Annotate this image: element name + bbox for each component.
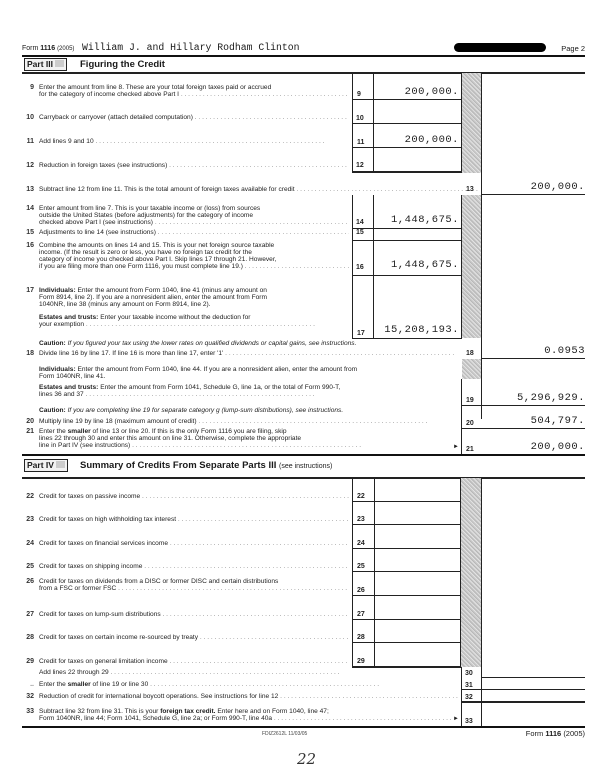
line-number: 20 <box>26 418 34 425</box>
line-14-amount[interactable]: 1,448,675. <box>390 214 459 226</box>
box-label: 26 <box>357 587 365 594</box>
line-text: Reduction of credit for international boycott operations. See instructions for line 12 . . . <box>39 693 459 700</box>
line-number: 29 <box>26 658 34 665</box>
line-text: Enter the <box>39 428 68 435</box>
line-text: Enter the amount from Form 1040, line 44. If you are a nonresident alien, enter the amount from <box>75 366 358 373</box>
part4-title <box>80 460 332 471</box>
row-rule <box>461 689 585 690</box>
line-16-amount[interactable]: 1,448,675. <box>390 259 459 271</box>
line-text: Add lines 9 and 10 . . . <box>39 138 324 145</box>
line-17-amount[interactable]: 15,208,193. <box>384 324 459 336</box>
line-19-amount[interactable]: 5,296,929. <box>516 392 585 404</box>
arrow-icon: ► <box>453 444 459 450</box>
line-text: Multiply line 19 by line 18 (maximum amount of credit) . . . <box>39 418 427 425</box>
line-number: 16 <box>26 242 34 249</box>
line-23-text <box>39 516 349 523</box>
line-29-text <box>39 658 349 665</box>
line-text: Enter the amount from line 8. These are your total foreign taxes paid or accrued <box>39 84 272 91</box>
col-divider <box>352 478 353 667</box>
box-label: 33 <box>465 718 473 725</box>
row-rule <box>352 338 462 339</box>
form-label <box>22 45 74 53</box>
line-number: 13 <box>26 186 34 193</box>
box-label: 18 <box>466 350 474 357</box>
part3-badge-text: Part III <box>27 59 53 69</box>
line-13-text <box>39 186 479 193</box>
box-label: 22 <box>357 493 365 500</box>
line-number: 18 <box>26 350 34 357</box>
line-number: 24 <box>26 540 34 547</box>
row-rule <box>481 194 585 195</box>
line-number: 12 <box>26 162 34 169</box>
form-year: (2005) <box>57 46 75 52</box>
box-label: 21 <box>466 446 474 453</box>
line-text: 1040NR, line 38 (minus any amount on Form 8914, line 2). <box>39 301 211 309</box>
line-14-text <box>39 205 349 226</box>
line-text: of line 13 or line 20. If this is the only Form 1116 you are filing, skip <box>90 428 287 435</box>
caution-qualified-dividends <box>39 340 356 347</box>
box-label: 11 <box>357 139 365 146</box>
row-rule <box>352 171 462 173</box>
box-label: 24 <box>357 540 365 547</box>
line-18-text <box>39 350 479 357</box>
line-text: Enter the <box>39 681 68 688</box>
shaded-column <box>462 195 481 338</box>
line-text: Credit for taxes on high withholding tax interest . . . <box>39 516 349 523</box>
part4-title-text: Summary of Credits From Separate Parts III <box>80 460 277 471</box>
line-22-text <box>39 493 349 500</box>
box-label: 25 <box>357 563 365 570</box>
line-21-amount[interactable]: 200,000. <box>530 441 585 453</box>
line-number: .. <box>30 681 34 688</box>
row-rule <box>352 666 461 668</box>
bold-label: Individuals: <box>39 287 76 294</box>
row-rule <box>481 358 585 359</box>
box-label: 17 <box>357 330 365 337</box>
line-text: Credit for taxes on general limitation income . . . <box>39 658 349 665</box>
line-number: 33 <box>26 708 34 715</box>
line-18-amount[interactable]: 0.0953 <box>544 345 585 357</box>
box-label: 16 <box>356 264 364 271</box>
line-text: checked above Part I (see instructions) . . . <box>39 219 349 226</box>
row-rule <box>352 548 461 549</box>
line-text: Divide line 16 by line 17. If line 16 is more than line 17, enter '1' . . . <box>39 350 454 357</box>
line-number: 23 <box>26 516 34 523</box>
row-rule <box>352 275 462 276</box>
line-text: Enter the amount from Form 1040, line 41 (minus any amount on <box>75 287 267 294</box>
box-label: 30 <box>465 670 473 677</box>
box-label: 31 <box>465 682 473 689</box>
line-25-text <box>39 563 349 570</box>
line-text: Add lines 22 through 29 . . . <box>39 669 339 676</box>
part4-badge <box>24 459 68 472</box>
part4-rule <box>22 477 585 479</box>
line-11-amount[interactable]: 200,000. <box>404 134 459 146</box>
line-text: category of income you checked above Part I. Skip lines 17 through 21. However, <box>39 256 277 264</box>
line-text: Enter your taxable income without the deduction for <box>98 314 251 322</box>
line-text: Subtract line 12 from line 11. This is the total amount of foreign taxes available for credit . . . <box>39 186 479 193</box>
line-11-text <box>39 138 349 145</box>
form-number: 1116 <box>545 729 562 738</box>
bold-label: Individuals: <box>39 366 76 373</box>
taxpayer-name: William J. and Hillary Rodham Clinton <box>82 42 300 53</box>
line-text: your exemption . . . <box>39 321 315 328</box>
line-15-text <box>39 229 349 236</box>
box-label: 9 <box>357 91 361 98</box>
part3-bottom-rule <box>22 454 585 456</box>
line-text: Form 8914, line 2). If you are a nonresident alien, enter the amount from Form <box>39 294 267 302</box>
line-text: Credit for taxes on dividends from a DISC or former DISC and certain distributions <box>39 578 279 585</box>
box-label: 13 <box>466 186 474 193</box>
line-text: for the category of income checked above Part I . . . <box>39 91 349 98</box>
col-divider <box>481 73 482 419</box>
bold-word: smaller <box>67 681 91 688</box>
box-label: 28 <box>357 634 365 641</box>
shaded-column <box>461 478 481 667</box>
box-label: 12 <box>356 162 364 169</box>
line-text: Carryback or carryover (attach detailed computation) . . . <box>39 114 349 121</box>
line-text: Subtract line 32 from line 31. This is your <box>39 708 161 715</box>
box-label: 19 <box>466 397 474 404</box>
col-divider <box>374 478 375 667</box>
line-number: 15 <box>26 229 34 236</box>
part3-badge <box>24 58 67 71</box>
handwritten-page-number: 22 <box>297 750 317 768</box>
line-number: 10 <box>26 114 34 121</box>
caution-lump-sum <box>39 407 343 414</box>
line-text: Form 1040NR, line 44; Form 1041, Schedule G, line 2a; or Form 990-T, line 40a . . . <box>39 715 451 722</box>
bold-word: smaller <box>67 428 91 435</box>
row-rule <box>352 642 461 643</box>
row-rule <box>352 228 462 229</box>
col-divider <box>352 195 353 338</box>
line-number: 26 <box>26 578 34 585</box>
row-rule <box>352 595 461 596</box>
line-number: 22 <box>26 493 34 500</box>
line-28-text <box>39 634 349 641</box>
line-number: 32 <box>26 693 34 700</box>
row-rule <box>352 524 461 525</box>
line-text: lines 22 through 30 and enter this amount on line 31. Otherwise, complete the appropriate <box>39 435 302 443</box>
part4-bottom-rule <box>22 726 585 728</box>
line-10-text <box>39 114 349 121</box>
form-year: (2005) <box>563 729 585 738</box>
line-16-text <box>39 242 349 270</box>
shaded-column <box>462 73 481 173</box>
box-label: 23 <box>357 516 365 523</box>
line-text: outside the United States (before adjustments) for the category of income <box>39 212 254 220</box>
footer-code: FDIZ2612L 11/03/05 <box>262 731 308 737</box>
line-33-text <box>39 708 451 722</box>
line-number: 27 <box>26 611 34 618</box>
part3-rule <box>22 72 585 74</box>
row-rule <box>352 571 461 572</box>
line-24-text <box>39 540 349 547</box>
line-26-text <box>39 578 349 592</box>
form-word: Form <box>525 729 544 738</box>
line-text: Adjustments to line 14 (see instructions) . . . <box>39 229 349 236</box>
line-27-text <box>39 611 349 618</box>
line-text: from a FSC or former FSC . . . <box>39 585 347 592</box>
row-rule <box>481 677 585 678</box>
header-rule <box>22 55 585 57</box>
row-rule <box>352 240 462 241</box>
box-label: 10 <box>356 115 364 122</box>
part3-title: Figuring the Credit <box>80 59 165 70</box>
line-20-text <box>39 418 459 425</box>
bold-word: foreign tax credit. <box>160 708 216 715</box>
line-text: Credit for taxes on financial services income . . . <box>39 540 349 547</box>
line-text: Enter here and on Form 1040, line 47; <box>215 708 329 715</box>
line-30-text <box>39 669 459 676</box>
bold-label: Estates and trusts: <box>39 384 99 392</box>
line-number: 11 <box>26 138 34 145</box>
line-text: income. (If the result is zero or less, you have no foreign tax credit for the <box>39 249 252 257</box>
line-text: if you are filing more than one Form 1116, you must complete line 19.) . . . <box>39 263 349 270</box>
box-label: 20 <box>466 420 474 427</box>
line-text: Reduction in foreign taxes (see instructions) . . . <box>39 162 349 169</box>
row-rule <box>461 428 585 429</box>
line-21-text <box>39 428 451 449</box>
col-divider <box>461 667 462 728</box>
arrow-icon: ► <box>453 716 459 722</box>
line-12-text <box>39 162 349 169</box>
line-9-amount[interactable]: 200,000. <box>404 86 459 98</box>
form-word: Form <box>22 45 39 52</box>
part4-badge-text: Part IV <box>27 460 54 470</box>
row-rule <box>461 701 585 703</box>
line-number: 21 <box>26 428 34 435</box>
form-header <box>22 42 585 54</box>
caution-text: If you are completing line 19 for separate category g (lump-sum distributions), see instructions. <box>65 407 344 414</box>
line-number: 28 <box>26 634 34 641</box>
line-number: 9 <box>30 84 34 91</box>
row-rule <box>352 501 461 502</box>
line-31-text <box>39 681 459 688</box>
box-label: 32 <box>465 694 473 701</box>
line-text: Combine the amounts on lines 14 and 15. This is your net foreign source taxable <box>39 242 275 249</box>
bold-label: Estates and trusts: <box>39 314 99 322</box>
line-number: 14 <box>26 205 34 212</box>
line-text: Credit for taxes on shipping income . . . <box>39 563 349 570</box>
footer-form-ref <box>526 729 585 738</box>
redaction-block <box>454 43 546 52</box>
line-17-text <box>39 287 349 328</box>
line-20-amount[interactable]: 504,797. <box>530 415 585 427</box>
caution-label: Caution: <box>39 407 66 414</box>
line-text: line in Part IV (see instructions) . . . <box>39 442 361 449</box>
line-9-text <box>39 84 349 98</box>
part4-title-note: (see instructions) <box>279 463 333 470</box>
shaded-cell <box>462 359 481 379</box>
line-text: Form 1040NR, line 41. <box>39 373 106 381</box>
line-text: lines 36 and 37 . . . <box>39 391 315 398</box>
line-text: Credit for taxes on passive income . . . <box>39 493 349 500</box>
row-rule <box>352 619 461 620</box>
caution-text: If you figured your tax using the lower rates on qualified dividends or capital gains, see instructions. <box>65 340 357 347</box>
line-text: Enter amount from line 7. This is your taxable income or (loss) from sources <box>39 205 261 212</box>
line-32-text <box>39 693 459 700</box>
col-divider <box>481 478 482 728</box>
box-label: 14 <box>356 219 364 226</box>
col-divider <box>461 379 462 455</box>
row-rule <box>352 123 462 124</box>
box-label: 29 <box>357 658 365 665</box>
line-text: Credit for taxes on certain income re-sourced by treaty . . . <box>39 634 349 641</box>
line-19-text <box>39 366 459 398</box>
line-number: 25 <box>26 563 34 570</box>
box-label: 15 <box>356 229 364 236</box>
line-number: 17 <box>26 287 34 294</box>
row-rule <box>352 147 462 148</box>
line-text: Credit for taxes on lump-sum distributions . . . <box>39 611 349 618</box>
caution-label: Caution: <box>39 340 66 347</box>
form-number: 1116 <box>40 45 56 52</box>
box-label: 27 <box>357 611 365 618</box>
line-13-amount[interactable]: 200,000. <box>530 181 585 193</box>
line-text: of line 19 or line 30 . . . <box>91 681 379 688</box>
row-rule <box>461 405 585 406</box>
row-rule <box>352 99 462 100</box>
page-number: Page 2 <box>561 44 585 53</box>
line-text: Enter the amount from Form 1041, Schedule G, line 1a, or the total of Form 990-T, <box>98 384 341 392</box>
